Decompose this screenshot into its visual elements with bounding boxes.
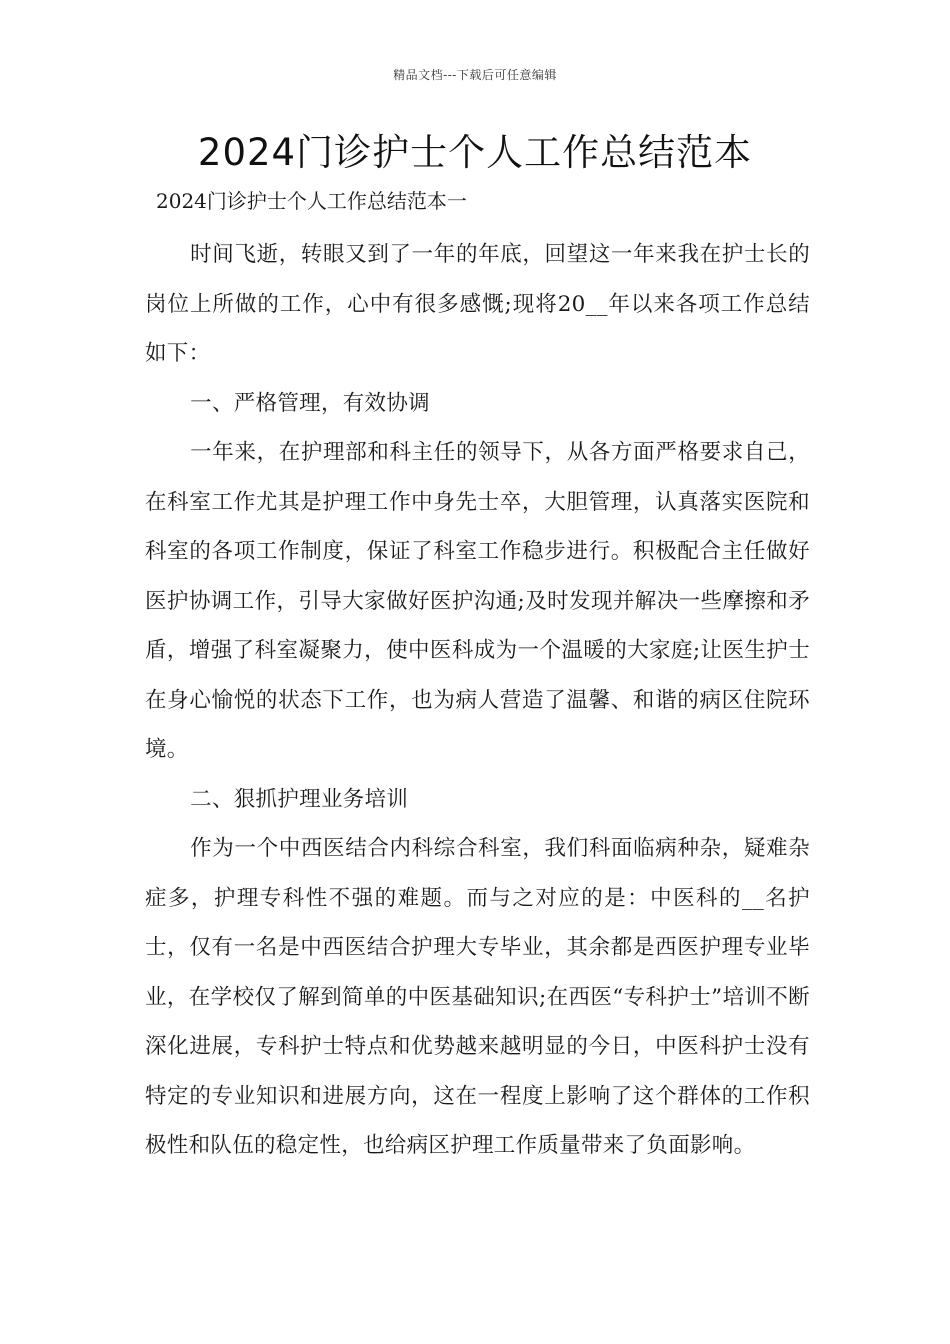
body-paragraph-section-1: 一年来，在护理部和科主任的领导下，从各方面严格要求自己，在科室工作尤其是护理工作中身先士卒，大胆管理，认真落实医院和科室的各项工作制度，保证了科室工作稳步进行。积极配合主任做好医护协调工作，引导大家做好医护沟通;及时发现并解决一些摩擦和矛盾，增强了科室凝聚力，使中医科成为一个温暖的大家庭;让医生护士在身心愉悦的状态下工作，也为病人营造了温馨、和谐的病区住院环境。 [145,440,810,762]
document-body [145,230,810,1171]
body-paragraph-section-2: 作为一个中西医结合内科综合科室，我们科面临病种杂，疑难杂症多，护理专科性不强的难题。而与之对应的是：中医科的__名护士，仅有一名是中西医结合护理大专毕业，其余都是西医护理专业毕业，在学校仅了解到简单的中医基础知识;在西医“专科护士”培训不断深化进展，专科护士特点和优势越来越明显的今日，中医科护士没有特定的专业知识和进展方向，这在一程度上影响了这个群体的工作积极性和队伍的稳定性，也给病区护理工作质量带来了负面影响。 [145,836,810,1158]
section-heading-1: 一、严格管理，有效协调 [190,390,430,416]
document-subtitle: 2024门诊护士个人工作总结范本一 [156,189,467,213]
body-paragraph-intro: 时间飞逝，转眼又到了一年的年底，回望这一年来我在护士长的岗位上所做的工作，心中有很多感慨;现将20__年以来各项工作总结如下： [145,242,810,366]
section-heading-2: 二、狠抓护理业务培训 [190,786,409,812]
document-title: 2024门诊护士个人工作总结范本 [197,131,753,174]
header-note: 精品文档---下载后可任意编辑 [393,68,557,82]
